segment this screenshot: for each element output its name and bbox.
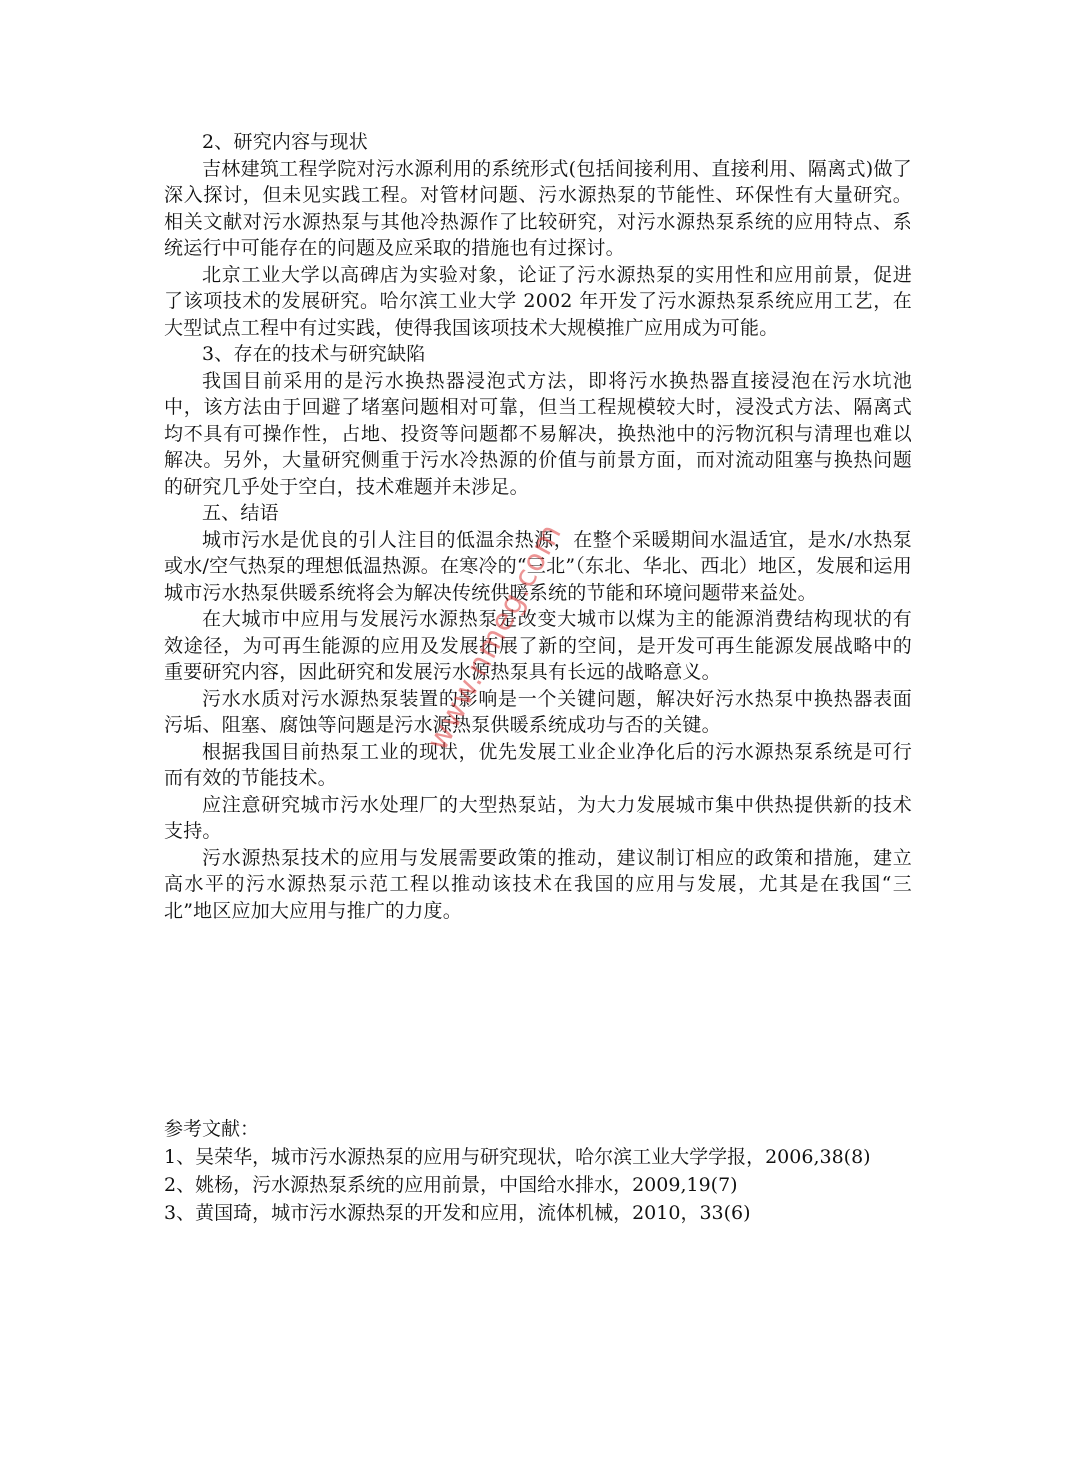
paragraph: 应注意研究城市污水处理厂的大型热泵站，为大力发展城市集中供热提供新的技术支持。: [164, 793, 912, 842]
paragraph: 污水源热泵技术的应用与发展需要政策的推动，建议制订相应的政策和措施，建立高水平的污水源热泵示范工程以推动该技术在我国的应用与发展，尤其是在我国“三北”地区应加大应用与推广的力度。: [164, 846, 912, 922]
paragraph: 我国目前采用的是污水换热器浸泡式方法，即将污水换热器直接浸泡在污水坑池中，该方法由于回避了堵塞问题相对可靠，但当工程规模较大时，浸没式方法、隔离式均不具有可操作性，占地、投资等问题都不易解决，换热池中的污物沉积与清理也难以解决。另外，大量研究侧重于污水冷热源的价值与前景方面，而对流动阻塞与换热问题的研究几乎处于空白，技术难题并未涉足。: [164, 369, 912, 498]
paragraph: 污水水质对污水源热泵装置的影响是一个关键问题，解决好污水热泵中换热器表面污垢、阻塞、腐蚀等问题是污水源热泵供暖系统成功与否的关键。: [164, 687, 912, 736]
reference-item: 3、黄国琦，城市污水源热泵的开发和应用，流体机械，2010，33(6): [164, 1202, 751, 1224]
paragraph: 根据我国目前热泵工业的现状，优先发展工业企业净化后的污水源热泵系统是可行而有效的节能技术。: [164, 740, 912, 789]
paragraph: 吉林建筑工程学院对污水源利用的系统形式(包括间接利用、直接利用、隔离式)做了深入探讨，但未见实践工程。对管材问题、污水源热泵的节能性、环保性有大量研究。相关文献对污水源热泵与其他冷热源作了比较研究，对污水源热泵系统的应用特点、系统运行中可能存在的问题及应采取的措施也有过探讨。: [164, 157, 912, 259]
references-title: 参考文献：: [164, 1118, 260, 1140]
reference-item: 2、姚杨，污水源热泵系统的应用前景，中国给水排水，2009,19(7): [164, 1174, 738, 1196]
section-heading: 五、结语: [202, 502, 279, 524]
paragraph: 城市污水是优良的引人注目的低温余热源，在整个采暖期间水温适宜，是水/水热泵或水/空气热泵的理想低温热源。在寒冷的“三北”（东北、华北、西北）地区，发展和运用城市污水热泵供暖系统将会为解决传统供暖系统的节能和环境问题带来益处。: [164, 528, 912, 604]
references: [164, 1115, 924, 1227]
reference-item: 1、吴荣华，城市污水源热泵的应用与研究现状，哈尔滨工业大学学报，2006,38(8): [164, 1146, 871, 1168]
section-heading: 2、研究内容与现状: [202, 131, 368, 153]
paragraph: 北京工业大学以高碑店为实验对象，论证了污水源热泵的实用性和应用前景，促进了该项技术的发展研究。哈尔滨工业大学 2002 年开发了污水源热泵系统应用工艺，在大型试点工程中有过实践，使得我国该项技术大规模推广应用成为可能。: [164, 263, 912, 339]
section-heading: 3、存在的技术与研究缺陷: [202, 343, 426, 365]
paragraph: 在大城市中应用与发展污水源热泵是改变大城市以煤为主的能源消费结构现状的有效途径，为可再生能源的应用及发展拓展了新的空间，是开发可再生能源发展战略中的重要研究内容，因此研究和发展污水源热泵具有长远的战略意义。: [164, 608, 912, 683]
watermark: www.nmeg.com: [420, 517, 570, 757]
